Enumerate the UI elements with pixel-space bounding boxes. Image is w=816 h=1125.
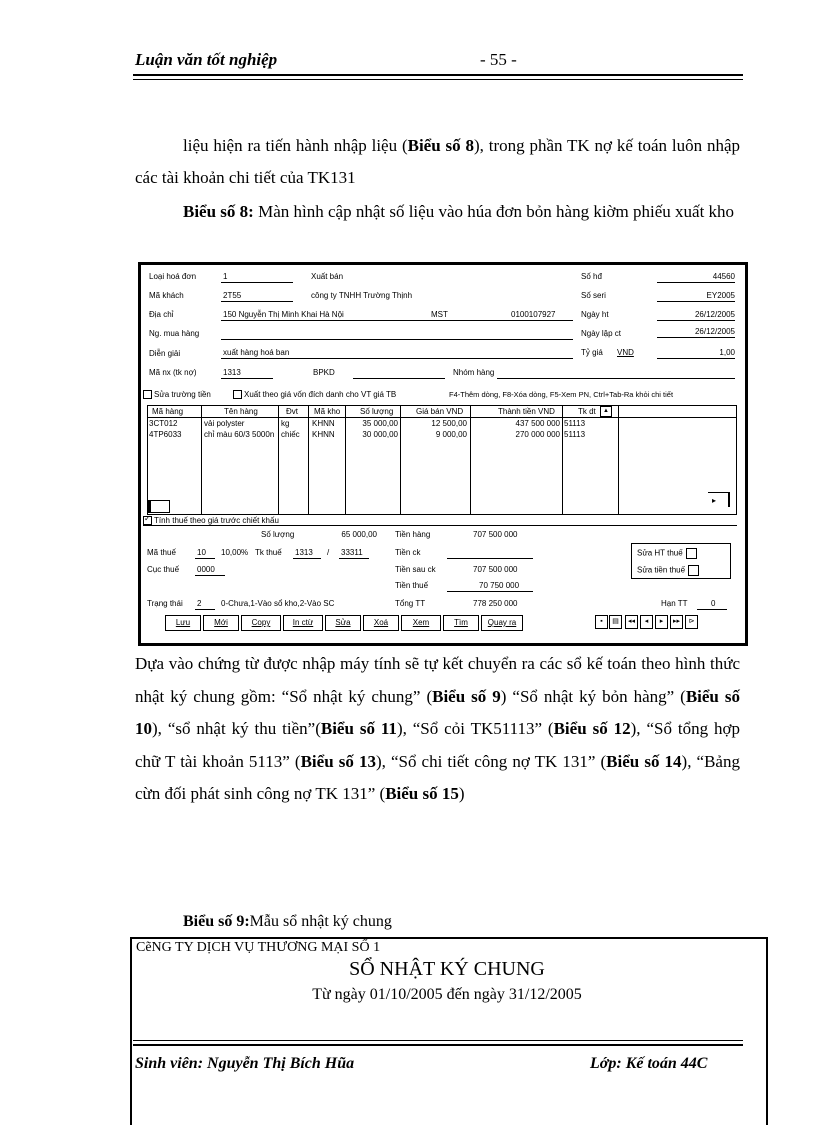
paragraph-text: liệu hiện ra tiến hành nhập liệu ( <box>183 136 408 155</box>
ngay-ht-field[interactable]: 26/12/2005 <box>694 310 735 319</box>
table-cell[interactable]: KHNN <box>312 430 335 439</box>
table-cell[interactable]: KHNN <box>312 419 335 428</box>
field-underline <box>221 301 293 302</box>
table-cell[interactable]: vải polyster <box>204 419 245 428</box>
field-underline <box>195 558 215 559</box>
dien-giai-label: Diễn giải <box>149 349 181 358</box>
grid-header-ma-kho: Mã kho <box>314 407 341 416</box>
footer-rule <box>133 1044 743 1046</box>
tien-thue-value: 70 750 000 <box>479 581 520 590</box>
tien-hang-value: 707 500 000 <box>473 530 518 539</box>
search-button[interactable]: Tìm <box>443 615 479 631</box>
checkbox-icon <box>233 390 242 399</box>
ty-gia-currency-field[interactable]: VND <box>617 348 634 357</box>
paragraph-text: ) “Sổ nhật ký bỏn hàng” ( <box>500 686 686 706</box>
tien-ck-field <box>447 558 533 559</box>
flag-icon[interactable]: ⊳ <box>685 615 698 629</box>
field-underline <box>447 591 533 592</box>
dia-chi-field[interactable]: 150 Nguyễn Thị Minh Khai Hà Nội <box>223 310 344 319</box>
ma-thue-label: Mã thuế <box>147 548 176 557</box>
so-luong-label: Số lượng <box>261 530 295 539</box>
bieu-so-ref: Biểu số 11 <box>320 719 397 738</box>
ma-thue-pct: 10,00% <box>221 548 249 557</box>
grid-col-rule <box>562 406 563 514</box>
tien-thue-label: Tiền thuế <box>395 581 429 590</box>
bieu-so-ref: Biểu số 8 <box>407 136 474 155</box>
opt-xuat-theo-gia[interactable] <box>233 390 396 399</box>
scroll-right-icon[interactable]: ▸ <box>708 492 730 507</box>
ma-nx-label: Mã nx (tk nợ) <box>149 368 197 377</box>
option-label: Sửa HT thuế <box>637 548 683 558</box>
caption-text: Mẫu sổ nhật ký chung <box>249 913 392 930</box>
option-label: Sửa tiền thuế <box>637 565 686 575</box>
field-underline <box>221 320 573 321</box>
ty-gia-label: Tỷ giá <box>581 348 603 357</box>
grid-col-rule <box>201 406 202 514</box>
tk-thue-label: Tk thuế <box>255 548 282 557</box>
paragraph-text: ), trong phần TK nợ kế toán luôn nhập các tài khoản chi tiết của TK131 <box>135 136 740 187</box>
scrollbar-left[interactable] <box>148 500 170 513</box>
table-cell[interactable]: 3CT012 <box>149 419 178 428</box>
view-button[interactable]: Xem <box>401 615 441 631</box>
bieu-so-ref: Biểu số 9 <box>432 686 501 706</box>
caption-bieu-9 <box>183 913 392 931</box>
table-cell[interactable]: 30 000,00 <box>362 430 398 439</box>
tong-tt-value: 778 250 000 <box>473 599 518 608</box>
field-underline <box>657 282 735 283</box>
cuc-thue-label: Cục thuế <box>147 565 180 574</box>
trang-thai-label: Trạng thái <box>147 599 183 608</box>
first-record-icon[interactable]: ◂◂ <box>625 615 638 629</box>
table-cell[interactable]: 4TP6033 <box>149 430 182 439</box>
field-underline <box>339 558 369 559</box>
table-cell[interactable]: 437 500 000 <box>515 419 560 428</box>
footer-student: Sinh viên: Nguyễn Thị Bích Hũa <box>135 1055 355 1072</box>
paragraph-text: ) <box>458 784 465 803</box>
ngay-lap-ct-label: Ngày lập ct <box>581 329 622 338</box>
bpkd-field <box>353 378 445 379</box>
header-rule <box>133 74 743 76</box>
tien-ck-label: Tiền ck <box>395 548 421 557</box>
so-hd-label: Số hđ <box>581 272 602 281</box>
so-seri-label: Số seri <box>581 291 606 300</box>
field-underline <box>657 337 735 338</box>
table-cell[interactable]: 9 000,00 <box>435 430 467 439</box>
ma-thue-field[interactable]: 10 <box>197 548 206 557</box>
grid-header-ma-hang: Mã hàng <box>152 407 184 416</box>
caption-label: Biểu số 9: <box>183 913 250 930</box>
table-cell[interactable]: 35 000,00 <box>362 419 398 428</box>
paragraph-text: ), “Sổ tổng hợp chữ T tài khoản 5113” ( <box>135 719 740 771</box>
footer-class: Lớp: Kế toán 44C <box>590 1055 708 1072</box>
nhom-hang-field <box>497 378 735 379</box>
caption-label: Biểu số 8: <box>183 202 254 221</box>
paragraph-text: ), “sổ nhật ký thu tiền”( <box>152 719 321 738</box>
so-luong-value: 65 000,00 <box>341 530 377 539</box>
slash-separator: / <box>327 548 330 557</box>
stop-icon[interactable]: ▪ <box>595 615 608 629</box>
table-cell[interactable]: kg <box>281 419 290 428</box>
field-underline <box>657 301 735 302</box>
grid-header-rule <box>148 417 736 418</box>
nhom-hang-label: Nhóm hàng <box>453 368 495 377</box>
header-rule-thin <box>133 79 743 80</box>
field-underline <box>293 558 321 559</box>
table-cell[interactable]: 51113 <box>564 419 586 428</box>
tien-sau-ck-label: Tiền sau ck <box>395 565 436 574</box>
ngay-lap-ct-field[interactable]: 26/12/2005 <box>694 327 735 336</box>
grid-col-rule <box>308 406 309 514</box>
bieu-so-ref: Biểu số 10 <box>135 686 740 738</box>
save-button[interactable]: Lưu <box>165 615 201 631</box>
tinh-thue-checkbox[interactable] <box>143 516 279 525</box>
grid-header-dvt: Đvt <box>286 407 298 416</box>
table-cell[interactable]: 12 500,00 <box>431 419 467 428</box>
table-cell[interactable]: chỉ màu 60/3 5000n <box>204 430 275 439</box>
trang-thai-desc: 0-Chưa,1-Vào sổ kho,2-Vào SC <box>221 599 335 608</box>
ten-khach: công ty TNHH Trường Thịnh <box>311 291 413 300</box>
table-cell[interactable]: chiếc <box>281 430 300 439</box>
grid-col-rule <box>470 406 471 514</box>
paragraph-text: Dựa vào chứng từ được nhập máy tính sẽ tự kết chuyển ra các sổ kế toán theo hình thức nhật ký chung gồm: “Sổ nhật ký chung” ( <box>135 654 740 706</box>
tien-sau-ck-value: 707 500 000 <box>473 565 518 574</box>
ma-nx-field[interactable]: 1313 <box>223 368 241 377</box>
paragraph-2 <box>135 648 740 811</box>
field-underline <box>657 320 735 321</box>
loai-hoa-don-label: Loại hoá đơn <box>149 272 197 281</box>
shortcut-hint: F4-Thêm dòng, F8-Xóa dòng, F5-Xem PN, Ctrl+Tab-Ra khỏi chi tiết <box>449 390 674 399</box>
tong-tt-label: Tổng TT <box>395 599 426 608</box>
grid-col-rule <box>618 406 619 514</box>
edit-button[interactable]: Sửa <box>325 615 361 631</box>
field-underline <box>221 378 273 379</box>
han-tt-field[interactable]: 0 <box>711 599 716 608</box>
checkbox-icon <box>143 390 152 399</box>
ledger-company: CẽNG TY DỊCH VỤ THƯƠNG MẠI SỐ 1 <box>136 940 381 955</box>
scroll-up-icon[interactable]: ▲ <box>600 406 612 417</box>
option-label: Xuất theo giá vốn đích danh cho VT giá TB <box>244 390 397 399</box>
paragraph-text: ), “Sổ chi tiết công nợ TK 131” ( <box>375 751 607 771</box>
list-icon[interactable]: ▤ <box>609 615 622 629</box>
field-underline <box>221 339 573 340</box>
field-underline <box>697 609 727 610</box>
bieu-so-ref: Biểu số 12 <box>553 719 631 738</box>
cuc-thue-field[interactable]: 0000 <box>197 565 215 574</box>
field-underline <box>195 575 225 576</box>
section-divider <box>143 525 737 526</box>
bieu-so-ref: Biểu số 14 <box>606 751 682 771</box>
caption-text: Màn hình cập nhật số liệu vào húa đơn bỏn hàng kiờm phiếu xuất kho <box>253 202 735 221</box>
ledger-title: SỔ NHẬT KÝ CHUNG <box>349 958 545 980</box>
table-cell[interactable]: 270 000 000 <box>515 430 560 439</box>
table-cell[interactable]: 51113 <box>564 430 586 439</box>
next-record-icon[interactable]: ▸ <box>655 615 668 629</box>
ledger-period: Từ ngày 01/10/2005 đến ngày 31/12/2005 <box>312 986 582 1003</box>
mst-field[interactable]: 0100107927 <box>511 310 556 319</box>
grid-col-rule <box>400 406 401 514</box>
han-tt-label: Hạn TT <box>661 599 688 608</box>
tk-thue-field[interactable]: 1313 <box>295 548 313 557</box>
loai-hoa-don-desc: Xuất bán <box>311 272 344 281</box>
new-button[interactable]: Mới <box>203 615 239 631</box>
dien-giai-field[interactable]: xuất hàng hoá ban <box>223 348 290 357</box>
ma-khach-label: Mã khách <box>149 291 184 300</box>
action-toolbar <box>165 615 725 631</box>
trang-thai-field[interactable]: 2 <box>197 599 202 608</box>
delete-button[interactable]: Xoá <box>363 615 399 631</box>
tax-options-box <box>631 543 731 579</box>
prev-record-icon[interactable]: ◂ <box>640 615 653 629</box>
last-record-icon[interactable]: ▸▸ <box>670 615 683 629</box>
copy-button[interactable]: Copy <box>241 615 281 631</box>
dia-chi-label: Địa chỉ <box>149 310 174 319</box>
field-underline <box>195 609 215 610</box>
grid-header-tk-dt: Tk dt <box>578 407 596 416</box>
grid-header-ten-hang: Tên hàng <box>224 407 258 416</box>
paragraph-1 <box>135 130 740 194</box>
exit-button[interactable]: Quay ra <box>481 615 523 631</box>
ngay-ht-label: Ngày ht <box>581 310 609 319</box>
grid-header-gia-ban: Giá bán VND <box>416 407 464 416</box>
items-grid[interactable] <box>147 405 737 515</box>
grid-col-rule <box>278 406 279 514</box>
paragraph-text: ), “Bảng cừn đối phát sinh công nợ TK 131” ( <box>135 751 740 803</box>
footer-rule-thin <box>133 1040 743 1041</box>
field-underline <box>657 358 735 359</box>
print-button[interactable]: In ctừ <box>283 615 323 631</box>
so-seri-field[interactable]: EY2005 <box>706 291 735 300</box>
mst-label: MST <box>431 310 448 319</box>
page-number: - 55 - <box>480 50 517 69</box>
invoice-entry-window <box>138 262 748 646</box>
bieu-so-ref: Biểu số 15 <box>385 784 459 803</box>
so-hd-field[interactable]: 44560 <box>712 272 735 281</box>
document-header-title: Luận văn tốt nghiệp <box>135 50 278 69</box>
grid-col-rule <box>345 406 346 514</box>
bpkd-label: BPKD <box>313 368 335 377</box>
ng-mua-hang-label: Ng. mua hàng <box>149 329 200 338</box>
tk-thue-field-2[interactable]: 33311 <box>341 548 363 557</box>
option-label: Tính thuế theo giá trước chiết khấu <box>154 516 279 525</box>
grid-header-so-luong: Số lượng <box>360 407 394 416</box>
field-underline <box>221 282 293 283</box>
opt-sua-truong-tien[interactable] <box>143 390 211 399</box>
ty-gia-field[interactable]: 1,00 <box>719 348 735 357</box>
paragraph-text: ), “Sổ cỏi TK51113” ( <box>396 719 554 738</box>
bieu-so-ref: Biểu số 13 <box>300 751 376 771</box>
option-label: Sửa trường tiền <box>154 390 211 399</box>
field-underline <box>221 358 573 359</box>
caption-bieu-8 <box>135 196 740 228</box>
tien-hang-label: Tiền hàng <box>395 530 431 539</box>
loai-hoa-don-field[interactable]: 1 <box>223 272 228 281</box>
ma-khach-field[interactable]: 2T55 <box>223 291 242 300</box>
grid-header-thanh-tien: Thành tiền VND <box>498 407 555 416</box>
